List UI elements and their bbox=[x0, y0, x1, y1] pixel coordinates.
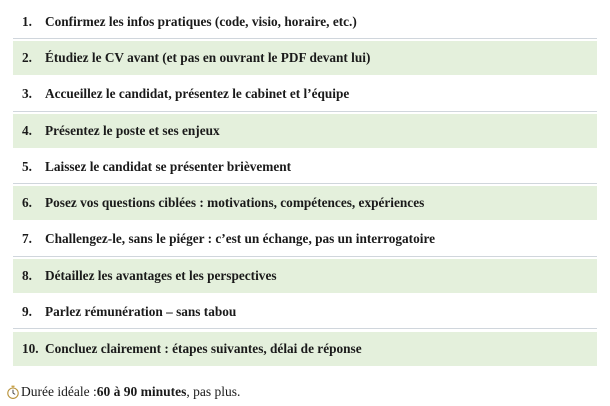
step-row bbox=[13, 78, 597, 112]
step-row bbox=[13, 332, 597, 366]
step-text: Présentez le poste et ses enjeux bbox=[45, 122, 220, 138]
step-row bbox=[13, 259, 597, 293]
step-number: 4. bbox=[22, 122, 32, 138]
step-number: 2. bbox=[22, 50, 32, 66]
step-number: 5. bbox=[22, 158, 32, 174]
stopwatch-icon bbox=[6, 385, 20, 399]
step-row bbox=[13, 41, 597, 75]
step-number: 8. bbox=[22, 268, 32, 284]
step-text: Étudiez le CV avant (et pas en ouvrant le PDF devant lui) bbox=[45, 50, 371, 66]
duration-note bbox=[6, 383, 240, 401]
steps-list bbox=[13, 5, 597, 368]
step-number: 9. bbox=[22, 303, 32, 319]
step-row bbox=[13, 223, 597, 257]
step-row bbox=[13, 5, 597, 39]
step-text: Challengez-le, sans le piéger : c’est un échange, pas un interrogatoire bbox=[45, 231, 436, 247]
step-number: 1. bbox=[22, 13, 32, 29]
step-number: 10. bbox=[22, 340, 39, 356]
step-text: Posez vos questions ciblées : motivations, compétences, expériences bbox=[45, 195, 425, 211]
duration-prefix: Durée idéale : bbox=[21, 384, 97, 399]
step-text: Concluez clairement : étapes suivantes, délai de réponse bbox=[45, 340, 362, 356]
step-text: Parlez rémunération – sans tabou bbox=[45, 303, 237, 319]
step-number: 3. bbox=[22, 86, 32, 102]
duration-highlight: 60 à 90 minutes bbox=[96, 384, 187, 399]
step-text: Confirmez les infos pratiques (code, visio, horaire, etc.) bbox=[45, 13, 357, 29]
step-text: Détaillez les avantages et les perspectives bbox=[45, 268, 277, 284]
duration-suffix: , pas plus. bbox=[186, 384, 241, 399]
step-text: Laissez le candidat se présenter brièvement bbox=[45, 158, 292, 174]
step-row bbox=[13, 114, 597, 148]
step-row bbox=[13, 186, 597, 220]
step-row bbox=[13, 295, 597, 329]
step-text: Accueillez le candidat, présentez le cabinet et l’équipe bbox=[45, 86, 350, 102]
step-row bbox=[13, 150, 597, 184]
step-number: 7. bbox=[22, 231, 32, 247]
step-number: 6. bbox=[22, 195, 32, 211]
